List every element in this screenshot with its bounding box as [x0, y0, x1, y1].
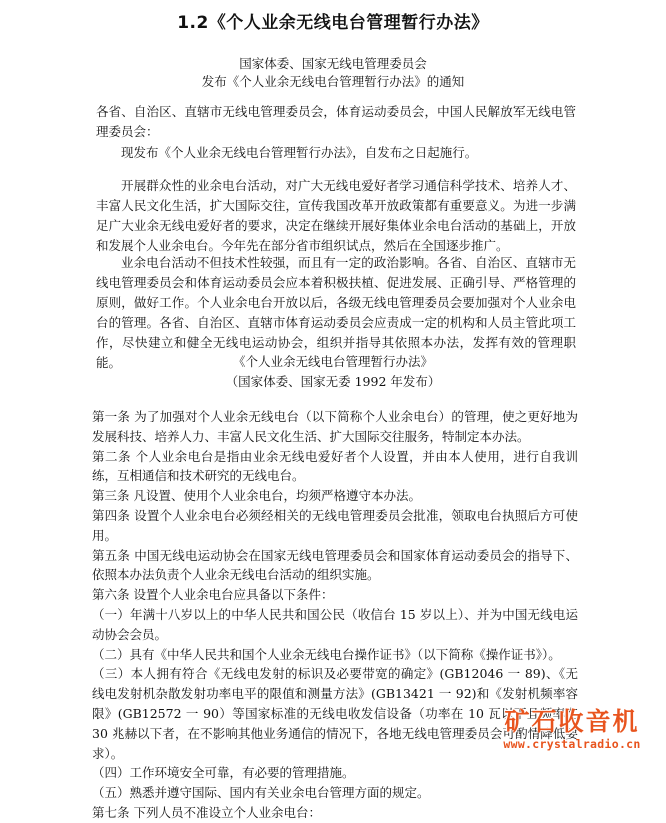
notice-header	[0, 55, 666, 91]
article-item: 第七条 下列人员不准设立个人业余电台：	[92, 804, 321, 820]
watermark-url: www.crystalradio.cn	[503, 737, 641, 751]
article-item: 第三条 凡设置、使用个人业余电台，均须严格遵守本办法。	[92, 488, 421, 504]
body-paragraph: 开展群众性的业余电台活动，对广大无线电爱好者学习通信科学技术、培养人才、丰富人民文化生活，扩大国际交往，宣传我国改革开放政策都有重要意义。为进一步满足广大业余无线电爱好者的要求，决定在继续开展好集体业余电台活动的基础上，开放和发展个人业余电台。今年先在部分省市组织试点，然后在全国逐步推广。	[96, 178, 576, 253]
article-item: 第四条 设置个人业余电台必须经相关的无线电管理委员会批准，领取电台执照后方可使用。	[92, 507, 578, 543]
article-item: （二）具有《中华人民共和国个人业余无线电台操作证书》（以下简称《操作证书》）。	[92, 646, 561, 662]
article-item: （三）本人拥有符合《无线电发射的标识及必要带宽的确定》(GB12046 一 89)、《无线电发射机杂散发射功率电平的限值和测量方法》(GB13421 一 92)和《发射机频率容限》(GB12572 一 90）等国家标准的无线电收发信设备（功率在 10 瓦以下且频率在 30 兆赫以下者，在不影响其他业务通信的情况下，各地无线电管理委员会可酌情降低要求）。	[92, 666, 578, 761]
watermark-logo	[492, 707, 652, 751]
article-item: 第二条 个人业余电台是指由业余无线电爱好者个人设置，并由本人使用，进行自我训练，互相通信和技术研究的无线电台。	[92, 448, 578, 484]
article-item: 第六条 设置个人业余电台应具备以下条件：	[92, 587, 334, 603]
article-item: 第五条 中国无线电运动协会在国家无线电管理委员会和国家体育运动委员会的指导下、依照本办法负责个人业余无线电台活动的组织实施。	[92, 547, 578, 583]
law-title: 《个人业余无线电台管理暂行办法》	[232, 354, 433, 369]
article-item: （四）工作环境安全可靠，有必要的管理措施。	[92, 765, 355, 781]
notice-subject: 发布《个人业余无线电台管理暂行办法》的通知	[201, 74, 465, 89]
article-item: （一）年满十八岁以上的中华人民共和国公民（收信台 15 岁以上）、并为中国无线电运动协会会员。	[92, 606, 578, 642]
law-subtitle: （国家体委、国家无委 1992 年发布）	[225, 374, 441, 389]
document-title: 1.2《个人业余无线电台管理暂行办法》	[177, 13, 489, 33]
announcement: 现发布《个人业余无线电台管理暂行办法》，自发布之日起施行。	[121, 145, 478, 160]
notice-issuers: 国家体委、国家无线电管理委员会	[239, 56, 427, 71]
article-item: （五）熟悉并遵守国际、国内有关业余电台管理方面的规定。	[92, 785, 430, 801]
salutation: 各省、自治区、直辖市无线电管理委员会，体育运动委员会，中国人民解放军无线电管理委员会：	[96, 104, 576, 139]
watermark-brand: 矿石收音机	[504, 707, 640, 736]
body-paragraph: 业余电台活动不但技术性较强，而且有一定的政治影响。各省、自治区、直辖市无线电管理委员会和体育运动委员会应本着积极扶植、促进发展、正确引导、严格管理的原则，做好工作。个人业余电台开放以后，各级无线电管理委员会要加强对个人业余电台的管理。各省、自治区、直辖市体育运动委员会应责成一定的机构和人员主管此项工作，尽快建立和健全无线电运动协会，组织并指导其依照本办法，发挥有效的管理职能。	[96, 255, 576, 370]
article-list	[92, 407, 578, 823]
article-item: 第一条 为了加强对个人业余无线电台（以下简称个人业余电台）的管理，使之更好地为发展科技、培养人力、丰富人民文化生活、扩大国际交往服务，特制定本办法。	[92, 409, 578, 444]
law-heading	[0, 352, 666, 392]
